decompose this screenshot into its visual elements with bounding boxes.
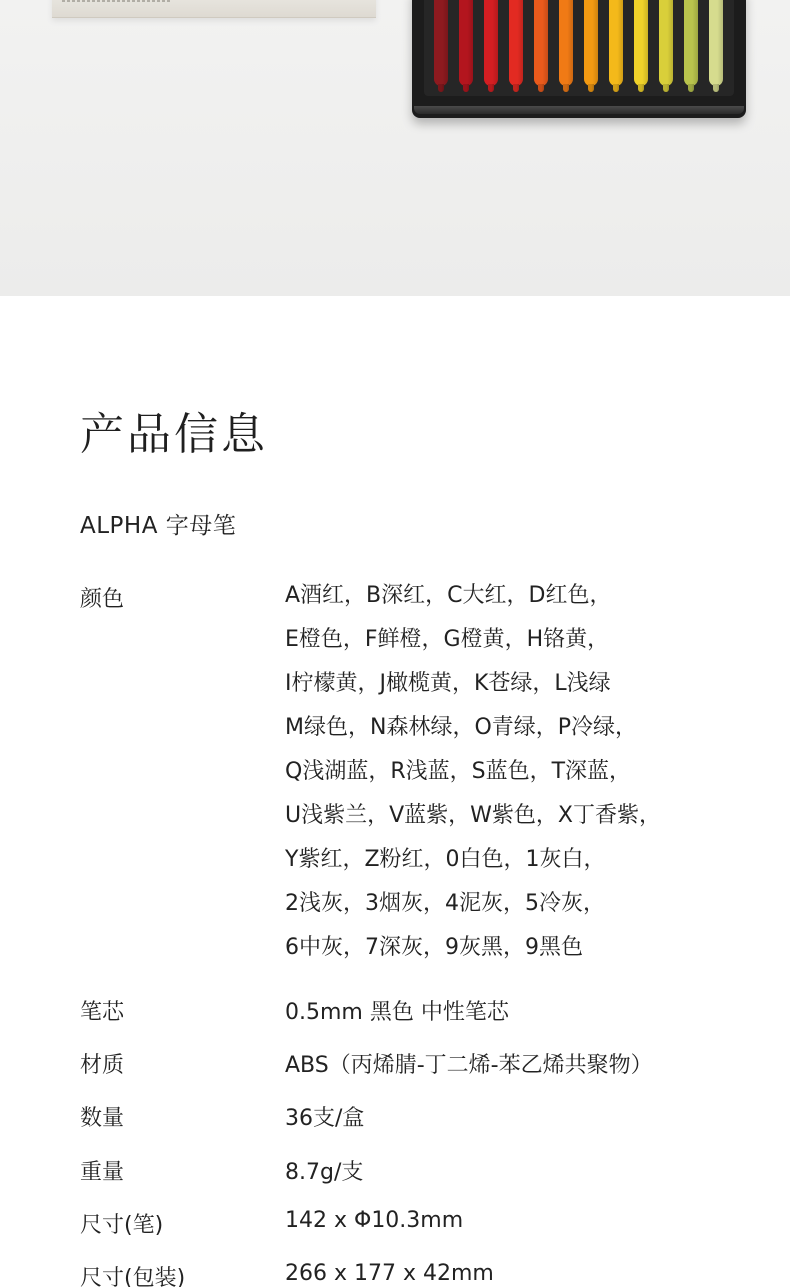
color-line: Y紫红，Z粉红，0白色，1灰白， [285,847,606,872]
pen-box-lid [52,0,376,18]
color-line: A酒红，B深红，C大红，D红色， [285,583,612,608]
pen [609,0,623,86]
color-line: M绿色，N森林绿，O青绿，P冷绿， [285,715,638,740]
spec-label: 尺寸(笔) [80,1213,164,1238]
spec-label: 尺寸(包装) [80,1266,186,1287]
spec-label: 重量 [80,1160,125,1185]
pen [584,0,598,86]
spec-label: 笔芯 [80,1000,125,1025]
pen [709,0,723,86]
color-line: Q浅湖蓝，R浅蓝，S蓝色，T深蓝， [285,759,632,784]
pen [484,0,498,86]
spec-label: 数量 [80,1106,125,1131]
page-title: 产品信息 [80,409,268,460]
spec-label: 材质 [80,1053,125,1078]
spec-value: 0.5mm 黑色 中性笔芯 [285,1000,509,1025]
product-photo [0,0,790,296]
pen [534,0,548,86]
color-line: 2浅灰，3烟灰，4泥灰，5冷灰， [285,891,605,916]
color-list [285,577,735,973]
tray-rim [414,106,744,114]
color-line: U浅紫兰，V蓝紫，W紫色，X丁香紫， [285,803,661,828]
spec-value: 142 x Φ10.3mm [285,1208,464,1233]
pen [559,0,573,86]
color-line: E橙色，F鲜橙，G橙黄，H铬黄， [285,627,610,652]
pen [634,0,648,86]
spec-value: 266 x 177 x 42mm [285,1261,494,1286]
spec-value: 8.7g/支 [285,1160,364,1185]
product-name: ALPHA 字母笔 [80,513,237,539]
pen-tray [412,0,746,118]
spec-label-color: 颜色 [80,587,125,612]
spec-value: ABS（丙烯腈-丁二烯-苯乙烯共聚物） [285,1053,653,1078]
color-line: 6中灰，7深灰，9灰黑，9黑色 [285,935,583,960]
tray-inner [424,0,734,96]
pen [509,0,523,86]
lid-print [62,0,172,2]
pen [684,0,698,86]
color-line: I柠檬黄，J橄榄黄，K苍绿，L浅绿 [285,671,611,696]
pen [434,0,448,86]
spec-value: 36支/盒 [285,1106,365,1131]
pen [459,0,473,86]
pen [659,0,673,86]
